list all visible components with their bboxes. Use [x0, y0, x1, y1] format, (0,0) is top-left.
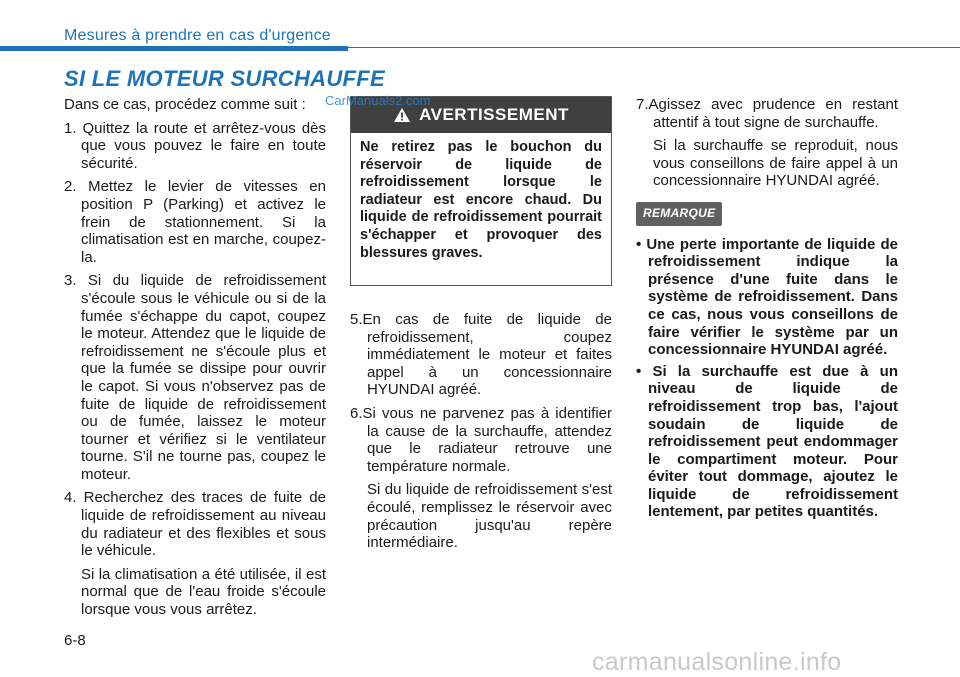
list-item-6-note: Si du liquide de refroidissement s'est écoulé, remplissez le réservoir avec précaution jusqu'au repère intermédiaire.: [367, 481, 612, 552]
list-item-2: 2. Mettez le levier de vitesses en position P (Parking) et activez le frein de stationnement. Si la climatisation est en marche, coupez-la.: [64, 178, 326, 266]
watermark-bottom: carmanualsonline.info: [592, 648, 842, 676]
list-item-5: 5.En cas de fuite de liquide de refroidissement, coupez immédiatement le moteur et faites appel à un concessionnaire HYUNDAI agréé.: [350, 311, 612, 399]
list-item-7-note: Si la surchauffe se reproduit, nous vous conseillons de faire appel à un concessionnaire HYUNDAI agréé.: [653, 137, 898, 190]
list-item-4-note: Si la climatisation a été utilisée, il est normal que de l'eau froide s'écoule lorsque vous vous arrêtez.: [81, 565, 326, 619]
column-right: [636, 96, 898, 525]
remarque-bullet-2: • Si la surchauffe est due à un niveau de liquide de refroidissement trop bas, l'ajout soudain de liquide de refroidissement peut endommager le compartiment moteur. Pour éviter tout dommage, ajoutez le liquide de refroidissement lentement, par petites quantités.: [636, 362, 898, 521]
page-title: SI LE MOTEUR SURCHAUFFE: [64, 66, 386, 91]
remarque-bullet-1: • Une perte importante de liquide de refroidissement indique la présence d'une fuite dans le système de refroidissement. Dans ce cas, nous vous conseillons de faire vérifier le système par un concessionnaire HYUNDAI agréé.: [636, 235, 898, 359]
column-left: [64, 96, 326, 625]
header-rule-thin: [348, 47, 960, 48]
column-middle: [350, 311, 612, 558]
list-item-3: 3. Si du liquide de refroidissement s'écoule sous le véhicule ou si de la fumée s'échappe du capot, coupez le moteur. Attendez que le liquide de refroidissement ne s'écoule plus et que la fumée se dissipe pour ouvrir le capot. Si vous n'observez pas de fuite de liquide de refroidissement ou de fumée, laissez le moteur tourner et vérifiez si le ventilateur tourne. S'il ne tourne pas, coupez le moteur.: [64, 272, 326, 483]
list-item-1: 1. Quittez la route et arrêtez-vous dès que vous pouvez le faire en toute sécurité.: [64, 119, 326, 172]
list-item-7: 7.Agissez avec prudence en restant attentif à tout signe de surchauffe.: [636, 96, 898, 131]
list-item-6: 6.Si vous ne parvenez pas à identifier la cause de la surchauffe, attendez que le radiateur retrouve une température normale.: [350, 404, 612, 475]
intro-text: Dans ce cas, procédez comme suit :: [64, 96, 306, 113]
section-header: Mesures à prendre en cas d'urgence: [64, 27, 331, 44]
remarque-badge: REMARQUE: [636, 202, 722, 226]
list-item-4: 4. Recherchez des traces de fuite de liquide de refroidissement au niveau du radiateur et des flexibles et sous le véhicule.: [64, 489, 326, 560]
warning-box: [350, 96, 612, 286]
watermark-top: CarManuals2.com: [325, 93, 431, 108]
warning-title: AVERTISSEMENT: [419, 105, 569, 124]
header-rule-thick: [0, 46, 348, 51]
warning-text: Ne retirez pas le bouchon du réservoir de liquide de refroidissement lorsque le radiateur est encore chaud. Du liquide de refroidissement pourrait s'échapper et provoquer des blessures graves.: [360, 139, 602, 261]
page-number: 6-8: [64, 632, 86, 649]
warning-triangle-icon: [393, 107, 411, 123]
